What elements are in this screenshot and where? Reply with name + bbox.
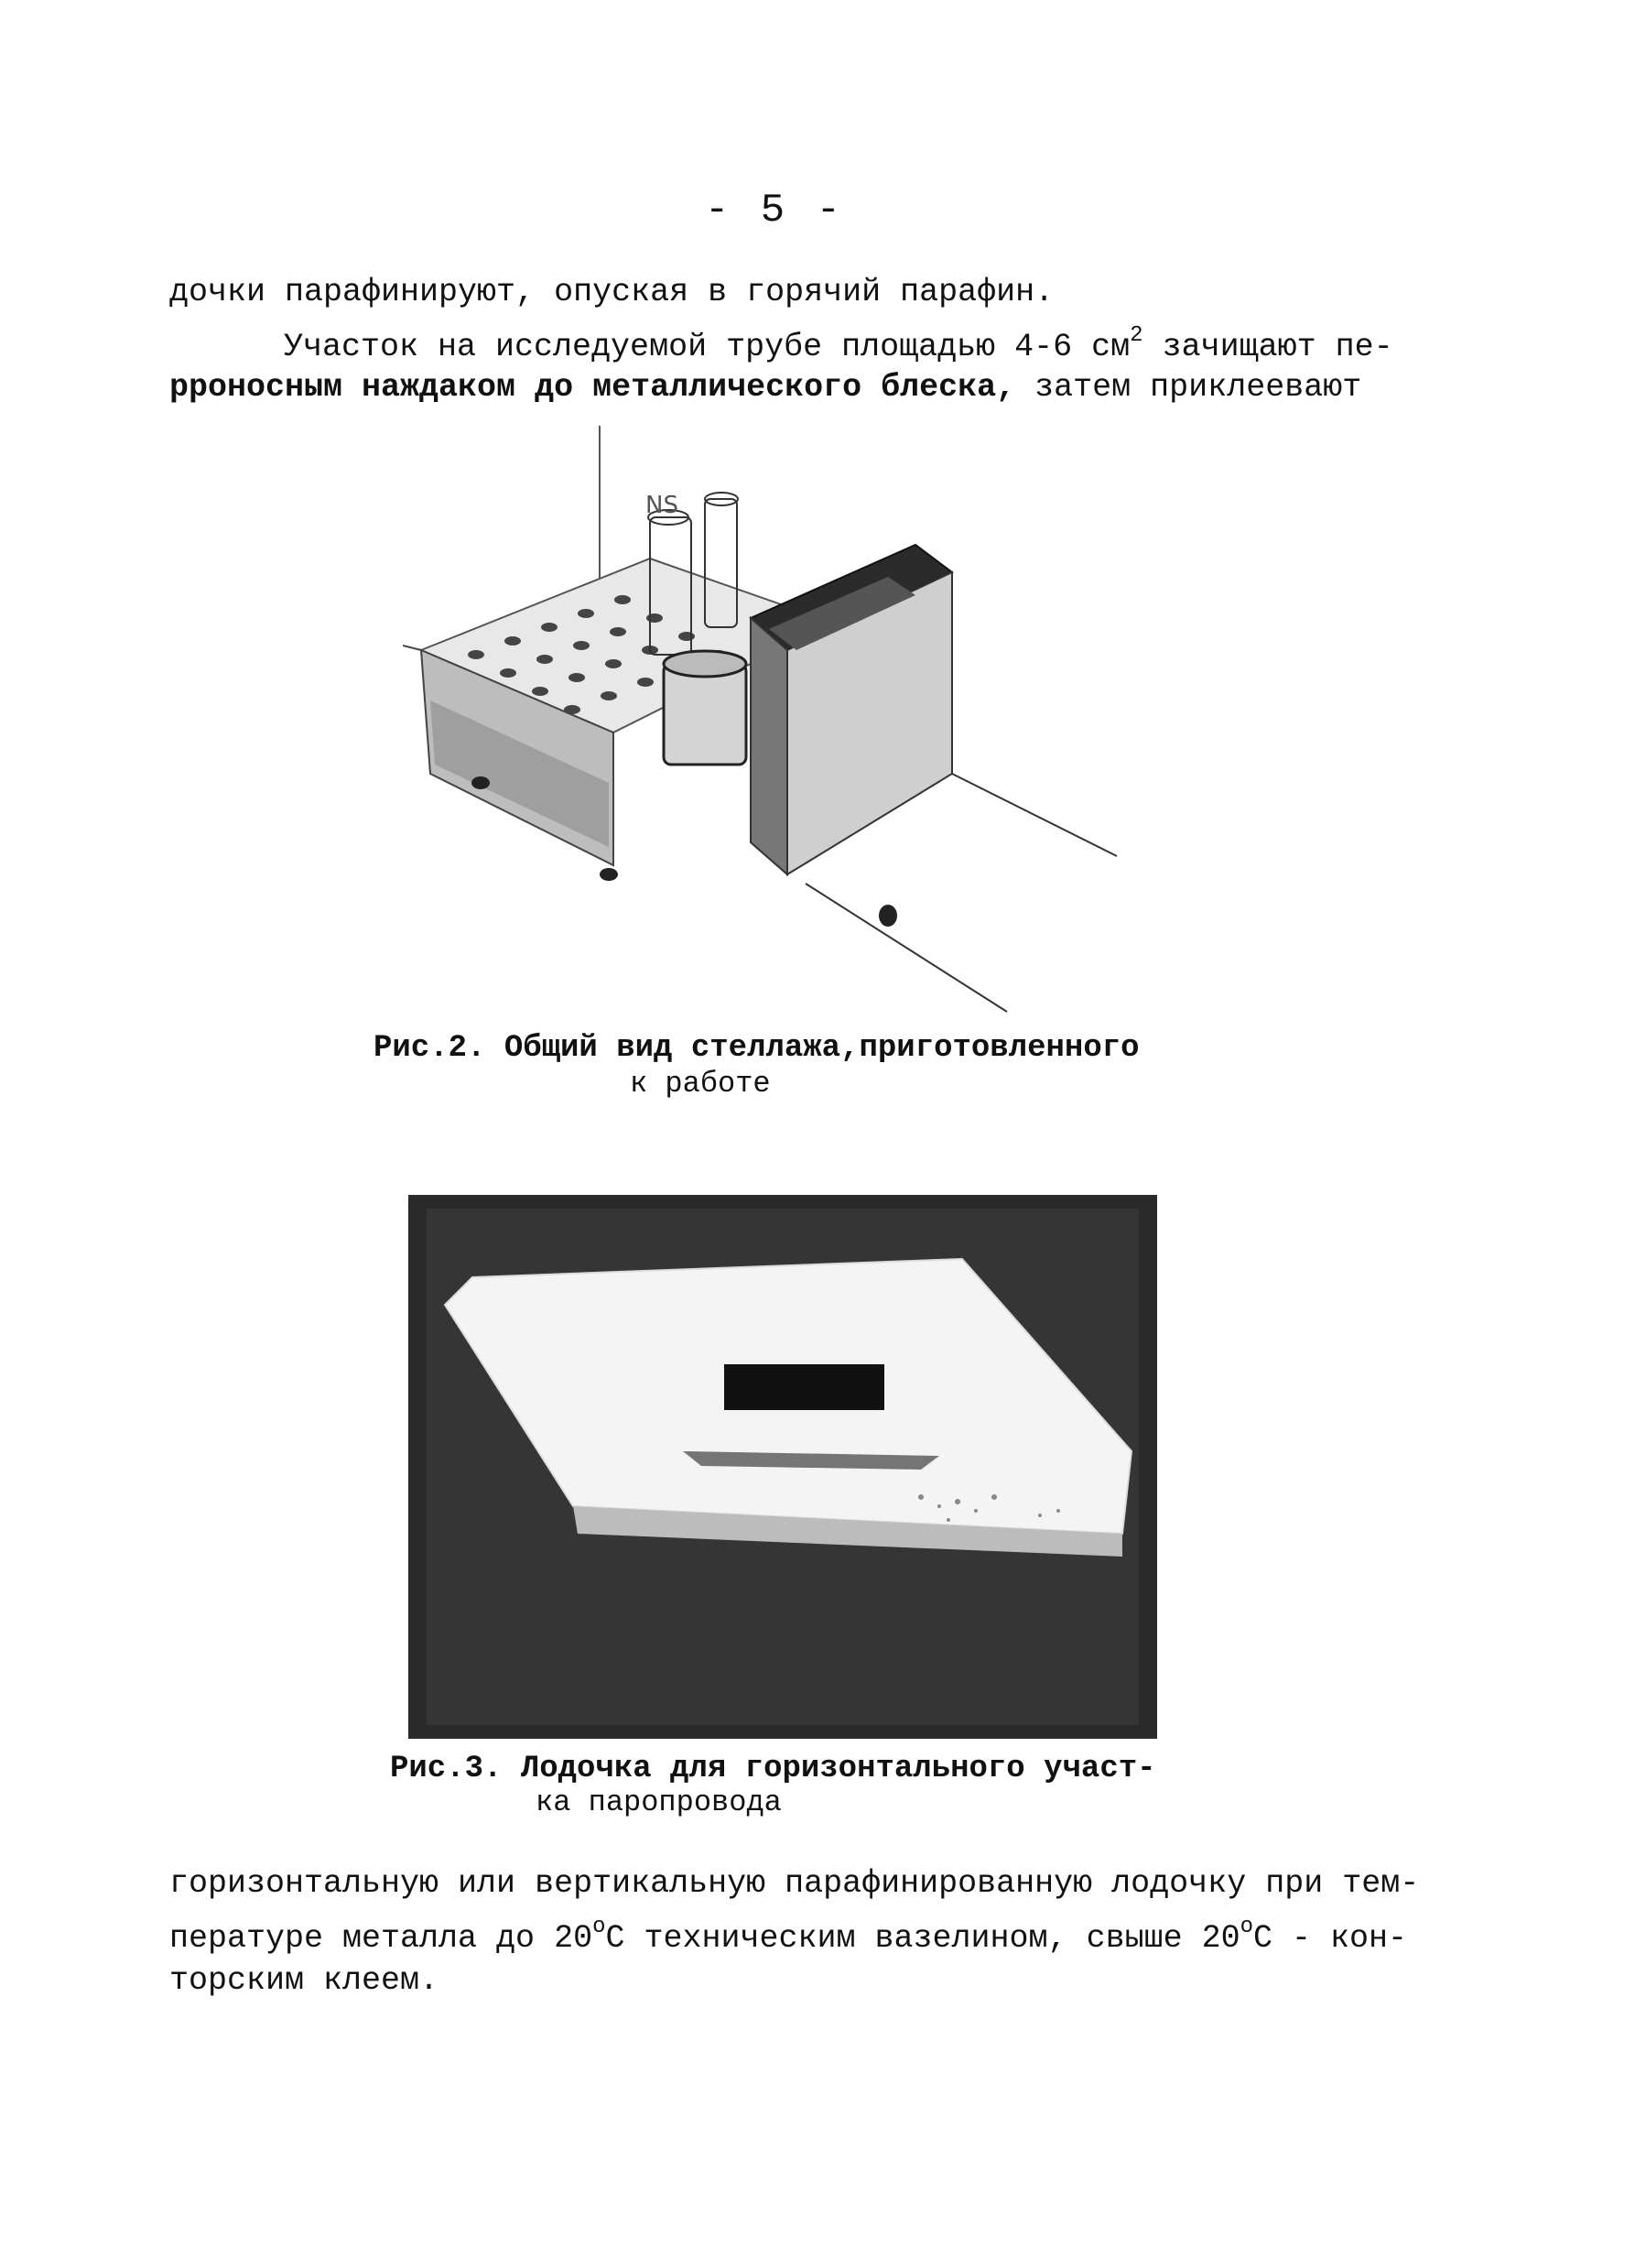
beaker <box>664 651 746 765</box>
bottom-paragraph-line-1 <box>169 1865 1420 1902</box>
figure-3-caption-line-1: Рис.3. Лодочка для горизонтального участ- <box>390 1752 1156 1786</box>
bottom-line-2-superscript-1: o <box>592 1915 606 1939</box>
top-line-3-bold-text: рроносным наждаком до металлического блеска, <box>169 369 1016 406</box>
bottom-line-2-superscript-2: o <box>1240 1915 1254 1939</box>
bottom-paragraph-line-3 <box>169 1962 439 1999</box>
bottom-line-1-text: горизонтальную или вертикальную парафинированную лодочку при тем- <box>169 1865 1420 1902</box>
rack-leg <box>600 868 618 881</box>
figure-2-caption-line-2: к работе <box>630 1067 771 1101</box>
bottom-line-2-text-c: C - кон- <box>1253 1920 1408 1957</box>
top-paragraph-line-3 <box>169 369 1362 406</box>
figure-2-caption-line-1: Рис.2. Общий вид стеллажа,приготовленного <box>374 1031 1140 1066</box>
rack-leg <box>471 776 490 789</box>
vessel-label-mark: NS <box>645 492 678 519</box>
bottom-paragraph-line-2 <box>169 1916 1407 1955</box>
top-line-2-text-a: Участок на исследуемой трубе площадью 4-6 см <box>284 329 1131 365</box>
rack-edge <box>403 646 421 650</box>
figure-3-boat-photo <box>408 1195 1157 1739</box>
marker-dot <box>879 905 897 927</box>
top-line-1-text: дочки парафинируют, опуская в горячий парафин. <box>169 274 1055 310</box>
top-paragraph-line-2 <box>284 325 1393 364</box>
bottom-line-2-text-a: пературе металла до 20 <box>169 1920 593 1957</box>
top-line-2-text-b: зачищают пе- <box>1142 329 1393 365</box>
top-line-3-text: затем приклеевают <box>1015 369 1362 406</box>
figure-2-rack-photo <box>403 426 1153 1030</box>
figure-3-caption-line-2: ка паропровода <box>536 1785 782 1819</box>
page-number: - 5 - <box>705 188 845 233</box>
pipe-edge <box>952 774 1117 856</box>
bottom-line-2-text-b: C техническим вазелином, свыше 20 <box>605 1920 1240 1957</box>
bottom-line-3-text: торским клеем. <box>169 1962 439 1999</box>
top-line-2-superscript: 2 <box>1130 323 1143 348</box>
boat-box-front <box>751 618 787 874</box>
boat-slot <box>724 1364 884 1410</box>
pipe-edge <box>806 884 1007 1012</box>
top-paragraph-line-1 <box>169 274 1055 310</box>
